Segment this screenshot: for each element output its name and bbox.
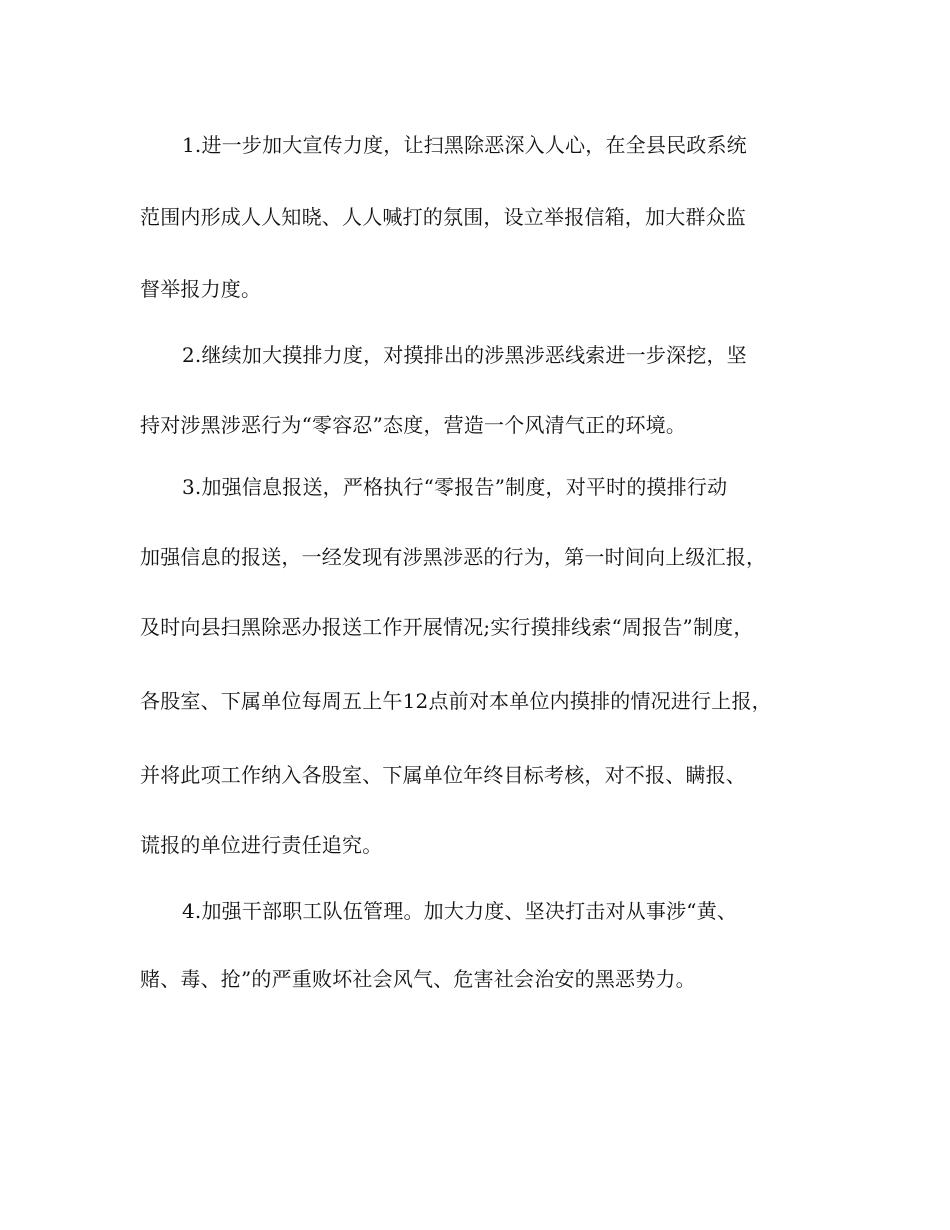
paragraph-3-line-1: 3.加强信息报送，严格执行“零报告”制度，对平时的摸排行动: [182, 475, 728, 499]
paragraph-3-line-6: 谎报的单位进行责任追究。: [140, 833, 383, 857]
paragraph-3-line-5: 并将此项工作纳入各股室、下属单位年终目标考核，对不报、瞒报、: [140, 763, 746, 787]
paragraph-4-line-2: 赌、毒、抢”的严重败坏社会风气、危害社会治安的黑恶势力。: [140, 967, 696, 991]
paragraph-2-line-2: 持对涉黑涉恶行为“零容忍”态度，营造一个风清气正的环境。: [140, 413, 687, 437]
paragraph-1-line-3: 督举报力度。: [140, 277, 262, 301]
paragraph-3-line-2: 加强信息的报送，一经发现有涉黑涉恶的行为，第一时间向上级汇报，: [140, 545, 767, 569]
paragraph-1-line-2: 范围内形成人人知晓、人人喊打的氛围，设立举报信箱，加大群众监: [140, 205, 746, 229]
paragraph-4-line-1: 4.加强干部职工队伍管理。加大力度、坚决打击对从事涉“黄、: [182, 899, 738, 923]
paragraph-2-line-1: 2.继续加大摸排力度，对摸排出的涉黑涉恶线索进一步深挖，坚: [182, 343, 747, 367]
paragraph-1-line-1: 1.进一步加大宣传力度，让扫黑除恶深入人心，在全县民政系统: [182, 133, 747, 157]
paragraph-3-line-4: 各股室、下属单位每周五上午12点前对本单位内摸排的情况进行上报，: [140, 689, 772, 713]
paragraph-3-line-3: 及时向县扫黑除恶办报送工作开展情况;实行摸排线索“周报告”制度，: [140, 615, 754, 639]
